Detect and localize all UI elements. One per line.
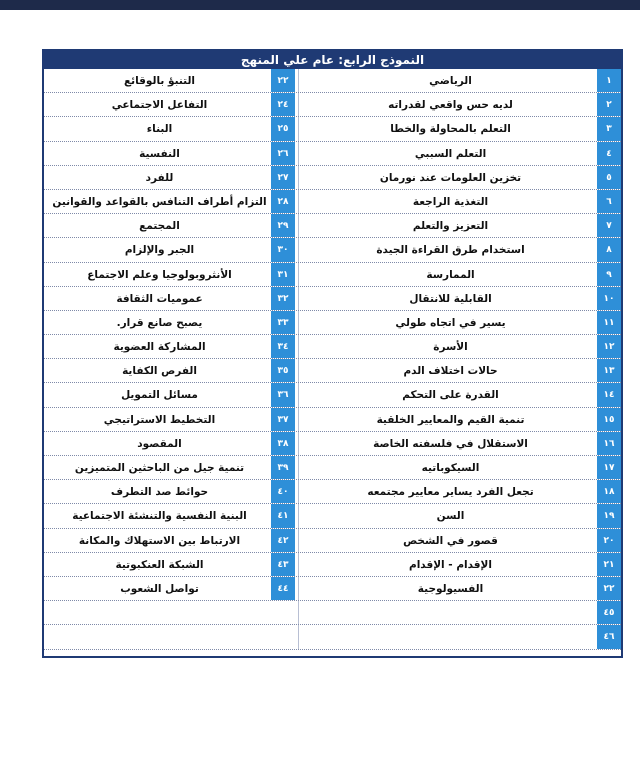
- row-number-left: ٣٢: [271, 287, 295, 310]
- row-number-right: ١٧: [597, 456, 621, 479]
- column-divider: [298, 311, 299, 334]
- answer-cell-left: المجتمع: [139, 220, 180, 233]
- answer-cell-right: السيكوباتيه: [421, 462, 480, 474]
- answer-cell-left: التنبؤ بالوقائع: [124, 75, 195, 87]
- column-divider: [298, 166, 299, 189]
- row-number-right: ٢١: [597, 553, 621, 576]
- answer-cell-right: يسير في اتجاه طولي: [395, 316, 506, 329]
- answer-cell-right: التعزيز والتعلم: [412, 220, 489, 233]
- answer-cell-right: استخدام طرق القراءة الجيدة: [376, 244, 525, 257]
- column-divider: [298, 93, 299, 116]
- answer-cell-left: الأنثروبولوجيا وعلم الاجتماع: [87, 268, 232, 281]
- row-number-left: ٣٧: [271, 408, 295, 431]
- answer-cell-right: الممارسة: [426, 268, 475, 281]
- column-divider: [298, 432, 299, 455]
- table-row: [44, 190, 621, 214]
- row-number-left: ٤١: [271, 504, 295, 527]
- answer-cell-right: حالات اختلاف الدم: [403, 365, 498, 378]
- row-number-left: ٣٤: [271, 335, 295, 358]
- answer-table: [42, 49, 623, 658]
- row-number-right: ٨: [597, 238, 621, 261]
- column-divider: [298, 480, 299, 503]
- answer-cell-right: قصور في الشخص: [403, 534, 498, 547]
- row-number-right: ١٦: [597, 432, 621, 455]
- row-number-right: ١٨: [597, 480, 621, 503]
- table-row: [44, 625, 621, 649]
- answer-cell-left: الفرص الكفاية: [122, 365, 197, 378]
- row-number-right: ١٣: [597, 359, 621, 382]
- row-number-left: ٢٤: [271, 93, 295, 116]
- column-divider: [298, 263, 299, 286]
- answer-cell-left: الجبر والإلزام: [124, 244, 195, 257]
- table-row: [44, 335, 621, 359]
- table-title: النموذج الرابع: عام علي المنهج: [44, 51, 621, 69]
- row-number-left: ٣٠: [271, 238, 295, 261]
- row-number-right: ١٥: [597, 408, 621, 431]
- column-divider: [298, 287, 299, 310]
- answer-cell-left: [50, 625, 269, 648]
- table-row: [44, 238, 621, 262]
- column-divider: [298, 408, 299, 431]
- row-number-right: ٢٠: [597, 529, 621, 552]
- row-number-right: ٣: [597, 117, 621, 140]
- column-divider: [298, 553, 299, 576]
- column-divider: [298, 238, 299, 261]
- answer-cell-right: الأسرة: [433, 341, 468, 354]
- answer-cell-left: مسائل التمويل: [121, 389, 198, 402]
- row-number-left: ٤٠: [271, 480, 295, 503]
- row-number-right: ٤: [597, 142, 621, 165]
- answer-cell-right: تنمية القيم والمعايير الخلقية: [376, 413, 525, 426]
- answer-cell-left: يصبح صانع قرار.: [116, 316, 203, 329]
- answer-cell-right: الرياضي: [429, 75, 472, 87]
- table-row: [44, 142, 621, 166]
- table-row: [44, 117, 621, 141]
- table-row: [44, 408, 621, 432]
- table-row: [44, 529, 621, 553]
- row-number-left: ٣٣: [271, 311, 295, 334]
- table-row: [44, 287, 621, 311]
- answer-cell-right: [304, 625, 597, 648]
- table-row: [44, 214, 621, 238]
- column-divider: [298, 69, 299, 92]
- column-divider: [298, 529, 299, 552]
- row-number-left: ٣٦: [271, 383, 295, 406]
- answer-cell-left: حوائط صد التطرف: [110, 486, 209, 499]
- answer-cell-left: تنمية جيل من الباحثين المتميزين: [74, 462, 245, 474]
- table-row: [44, 456, 621, 480]
- row-number-left: ٢٩: [271, 214, 295, 237]
- row-number-left: ٢٢: [271, 69, 295, 92]
- row-number-left: ٢٧: [271, 166, 295, 189]
- answer-cell-right: الفسيولوجية: [417, 582, 484, 595]
- answer-cell-left: [50, 601, 269, 624]
- table-row: [44, 553, 621, 577]
- row-number-right: ٢٢: [597, 577, 621, 600]
- row-number-right: ٦: [597, 190, 621, 213]
- answer-cell-left: التفاعل الاجتماعي: [111, 99, 208, 112]
- answer-cell-left: المشاركة العضوية: [113, 341, 206, 354]
- row-number-left: ٤٣: [271, 553, 295, 576]
- table-row: [44, 93, 621, 117]
- table-row: [44, 601, 621, 625]
- row-number-right: ١٤: [597, 383, 621, 406]
- row-number-left: ٣٨: [271, 432, 295, 455]
- answer-cell-left: المقصود: [137, 437, 182, 450]
- answer-cell-right: الاستقلال في فلسفته الخاصة: [373, 437, 528, 450]
- row-number-right: ١٩: [597, 504, 621, 527]
- column-divider: [298, 504, 299, 527]
- row-number-left: ٣١: [271, 263, 295, 286]
- top-bar: [0, 0, 640, 10]
- row-number-left: ٣٥: [271, 359, 295, 382]
- table-row: [44, 263, 621, 287]
- row-number-left: ٤٤: [271, 577, 295, 600]
- answer-cell-right: تخزين العلومات عند نورمان: [379, 171, 522, 184]
- answer-cell-left: تواصل الشعوب: [120, 582, 199, 595]
- row-number-left: ٢٦: [271, 142, 295, 165]
- row-number-right: ٧: [597, 214, 621, 237]
- row-number-right: ١٠: [597, 287, 621, 310]
- answer-cell-left: الارتباط بين الاستهلاك والمكانة: [78, 534, 241, 547]
- answer-cell-left: الشبكة العنكبوتية: [115, 558, 204, 571]
- row-number-right: ٥: [597, 166, 621, 189]
- answer-cell-left: التخطيط الاستراتيجي: [103, 413, 216, 426]
- row-number-right: ٤٥: [597, 601, 621, 624]
- column-divider: [298, 625, 299, 648]
- answer-cell-right: القابلية للانتقال: [409, 292, 492, 305]
- column-divider: [298, 577, 299, 600]
- column-divider: [298, 335, 299, 358]
- answer-cell-left: التزام أطراف التنافس بالقواعد والقوانين: [52, 195, 267, 208]
- table-row: [44, 504, 621, 528]
- answer-cell-left: عموميات الثقافة: [116, 292, 203, 305]
- column-divider: [298, 214, 299, 237]
- row-number-left: ٤٢: [271, 529, 295, 552]
- column-divider: [298, 117, 299, 140]
- table-row: [44, 311, 621, 335]
- answer-cell-right: تجعل الفرد يساير معايير مجتمعه: [367, 486, 534, 499]
- column-divider: [298, 601, 299, 624]
- answer-cell-right: [304, 601, 597, 624]
- table-row: [44, 383, 621, 407]
- column-divider: [298, 142, 299, 165]
- row-number-left: ٣٩: [271, 456, 295, 479]
- answer-cell-right: السن: [436, 510, 465, 523]
- row-number-left: ٢٥: [271, 117, 295, 140]
- row-number-right: ١: [597, 69, 621, 92]
- row-number-right: ١١: [597, 311, 621, 334]
- row-number-right: ٤٦: [597, 625, 621, 648]
- row-number-right: ١٢: [597, 335, 621, 358]
- table-row: [44, 480, 621, 504]
- column-divider: [298, 456, 299, 479]
- answer-cell-right: الإقدام - الإقدام: [409, 558, 492, 571]
- table-row: [44, 69, 621, 93]
- row-number-right: ٩: [597, 263, 621, 286]
- answer-cell-left: النفسية: [139, 147, 180, 160]
- answer-cell-right: التعلم بالمحاولة والخطا: [390, 123, 511, 136]
- column-divider: [298, 383, 299, 406]
- table-row: [44, 359, 621, 383]
- column-divider: [298, 190, 299, 213]
- answer-cell-right: القدرة على التحكم: [402, 389, 499, 402]
- answer-cell-left: البنية النفسية والتنشئة الاجتماعية: [72, 510, 247, 523]
- column-divider: [298, 359, 299, 382]
- row-number-right: ٢: [597, 93, 621, 116]
- answer-cell-right: لديه حس واقعي لقدراته: [388, 99, 513, 112]
- table-row: [44, 166, 621, 190]
- answer-cell-left: للفرد: [145, 171, 174, 184]
- answer-cell-right: التعلم السببي: [414, 147, 487, 160]
- row-number-left: ٢٨: [271, 190, 295, 213]
- table-row: [44, 577, 621, 601]
- answer-cell-left: البناء: [146, 123, 173, 136]
- answer-cell-right: التغذية الراجعة: [412, 195, 489, 208]
- table-rows: [44, 69, 621, 650]
- table-row: [44, 432, 621, 456]
